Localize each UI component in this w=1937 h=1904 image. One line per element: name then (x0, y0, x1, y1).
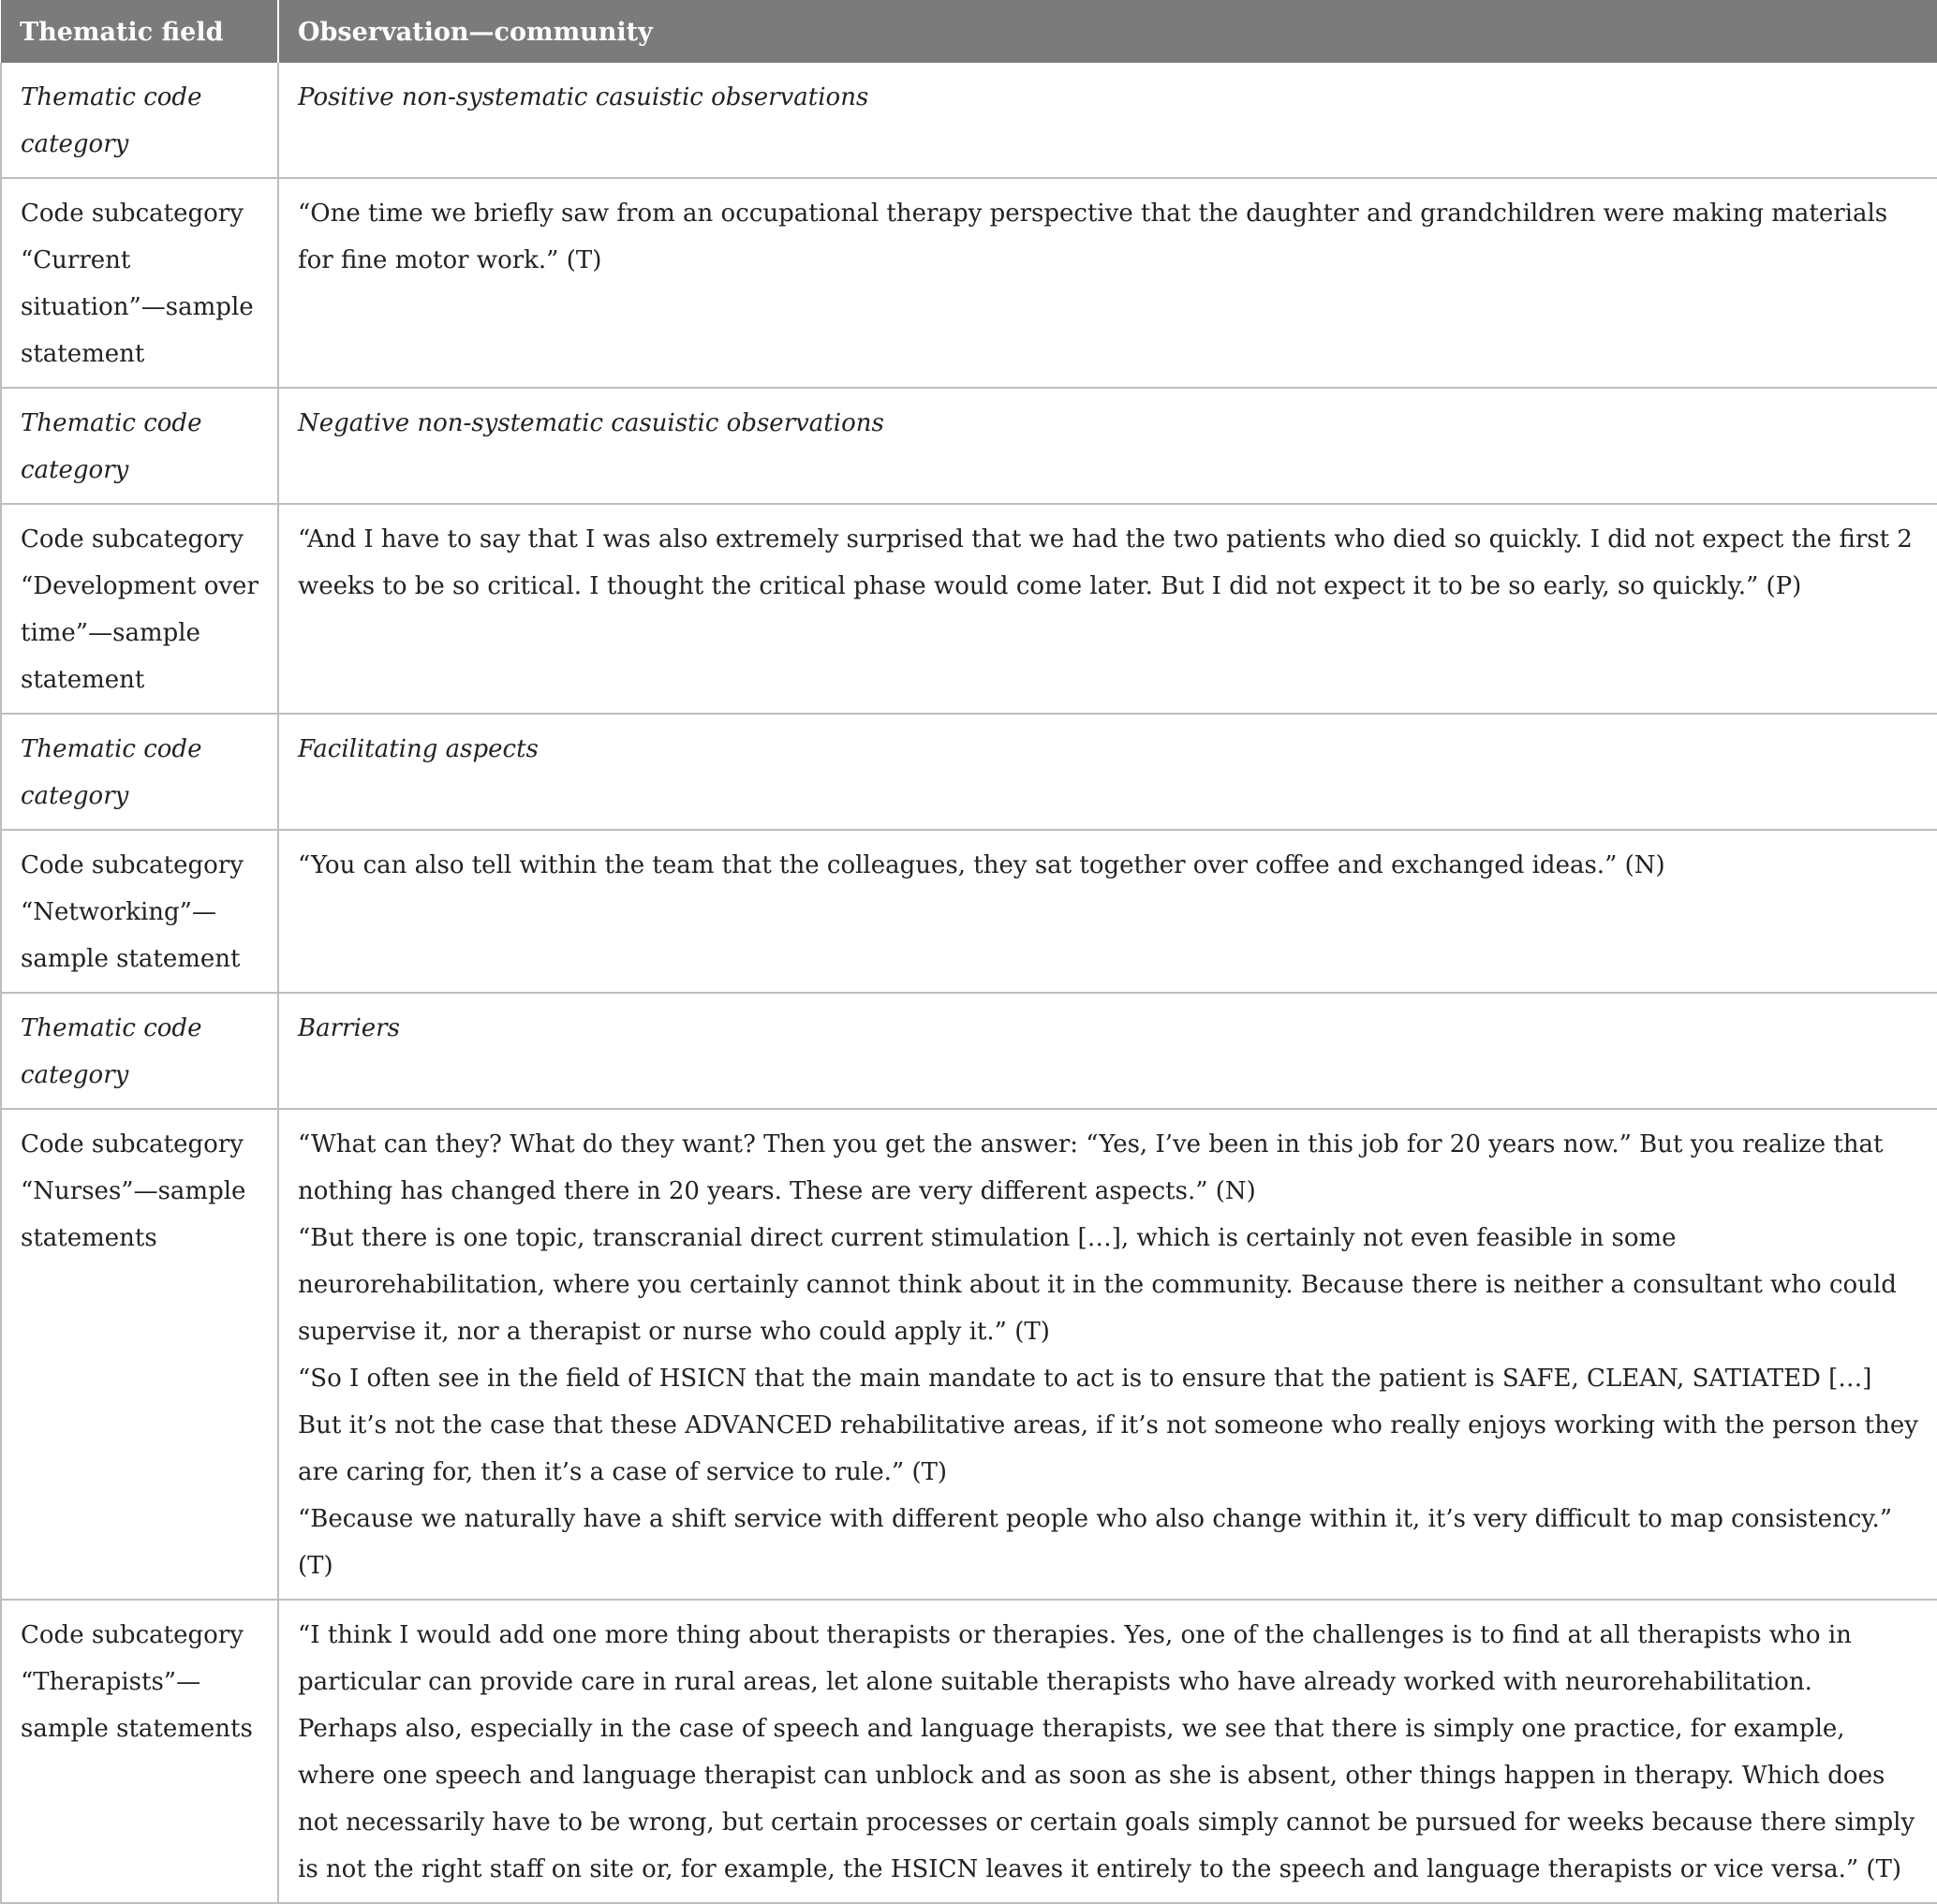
category-row (1, 388, 1937, 504)
sample-statement-cell (278, 830, 1937, 993)
header-observation-community: Observation—community (278, 0, 1937, 63)
thematic-field-cell: Code subcategory “Current situation”—sample statement (1, 178, 278, 388)
thematic-field-cell: Thematic code category (1, 388, 278, 504)
thematic-field-cell: Code subcategory “Therapists”—sample statements (1, 1600, 278, 1903)
category-name: Facilitating aspects (298, 735, 539, 763)
thematic-field-cell: Thematic code category (1, 993, 278, 1109)
subcategory-row (1, 178, 1937, 388)
category-name-cell (278, 388, 1937, 504)
subcategory-row (1, 504, 1937, 714)
sample-statement-cell (278, 504, 1937, 714)
table-body (1, 63, 1937, 1903)
category-row (1, 714, 1937, 830)
sample-statement: “One time we briefly saw from an occupational therapy perspective that the daughter and grandchildren were making materials for fine motor work.” (T) (298, 199, 1888, 274)
sample-statement-cell (278, 1600, 1937, 1903)
table-header-row (1, 0, 1937, 63)
thematic-field-cell: Code subcategory “Development over time”—sample statement (1, 504, 278, 714)
sample-statement: “I think I would add one more thing about therapists or therapies. Yes, one of the challenges is to find at all therapists who in particular can provide care in rural areas, let alone suitable therapists who have already worked with neurorehabilitation. Perhaps also, especially in the case of speech and language therapists, we see that there is simply one practice, for example, where one speech and language therapist can unblock and as soon as she is absent, other things happen in therapy. Which does not necessarily have to be wrong, but certain processes or certain goals simply cannot be pursued for weeks because there simply is not the right staff on site or, for example, the HSICN leaves it entirely to the speech and language therapists or vice versa.” (T) (298, 1621, 1915, 1883)
sample-statement: “You can also tell within the team that the colleagues, they sat together over coffee and exchanged ideas.” (N) (298, 851, 1665, 879)
sample-statement: “And I have to say that I was also extremely surprised that we had the two patients who died so quickly. I did not expect the first 2 weeks to be so critical. I thought the critical phase would come later. But I did not expect it to be so early, so quickly.” (P) (298, 525, 1913, 600)
category-name: Positive non-systematic casuistic observations (298, 83, 869, 111)
thematic-field-cell: Code subcategory “Nurses”—sample statements (1, 1109, 278, 1600)
sample-statement-cell (278, 178, 1937, 388)
sample-statement: “But there is one topic, transcranial direct current stimulation […], which is certainly not even feasible in some neurorehabilitation, where you certainly cannot think about it in the community. Because there is neither a consultant who could supervise it, nor a therapist or nurse who could apply it.” (T) (298, 1224, 1897, 1346)
category-row (1, 993, 1937, 1109)
subcategory-row (1, 830, 1937, 993)
category-name-cell (278, 63, 1937, 178)
sample-statement: “What can they? What do they want? Then you get the answer: “Yes, I’ve been in this job for 20 years now.” But you realize that nothing has changed there in 20 years. These are very different aspects.” (N) (298, 1130, 1884, 1205)
sample-statement: “Because we naturally have a shift service with different people who also change within it, it’s very difficult to map consistency.” (T) (298, 1505, 1893, 1580)
subcategory-row (1, 1109, 1937, 1600)
category-name-cell (278, 714, 1937, 830)
sample-statement-cell (278, 1109, 1937, 1600)
category-row (1, 63, 1937, 178)
category-name: Barriers (298, 1014, 400, 1042)
category-name: Negative non-systematic casuistic observations (298, 409, 884, 437)
sample-statement: “So I often see in the field of HSICN that the main mandate to act is to ensure that the patient is SAFE, CLEAN, SATIATED […] But it’s not the case that these ADVANCED rehabilitative areas, if it’s not someone who really enjoys working with the person they are caring for, then it’s a case of service to rule.” (T) (298, 1365, 1918, 1486)
thematic-field-cell: Code subcategory “Networking”—sample statement (1, 830, 278, 993)
thematic-field-cell: Thematic code category (1, 63, 278, 178)
thematic-field-cell: Thematic code category (1, 714, 278, 830)
subcategory-row (1, 1600, 1937, 1903)
category-name-cell (278, 993, 1937, 1109)
header-thematic-field: Thematic field (1, 0, 278, 63)
